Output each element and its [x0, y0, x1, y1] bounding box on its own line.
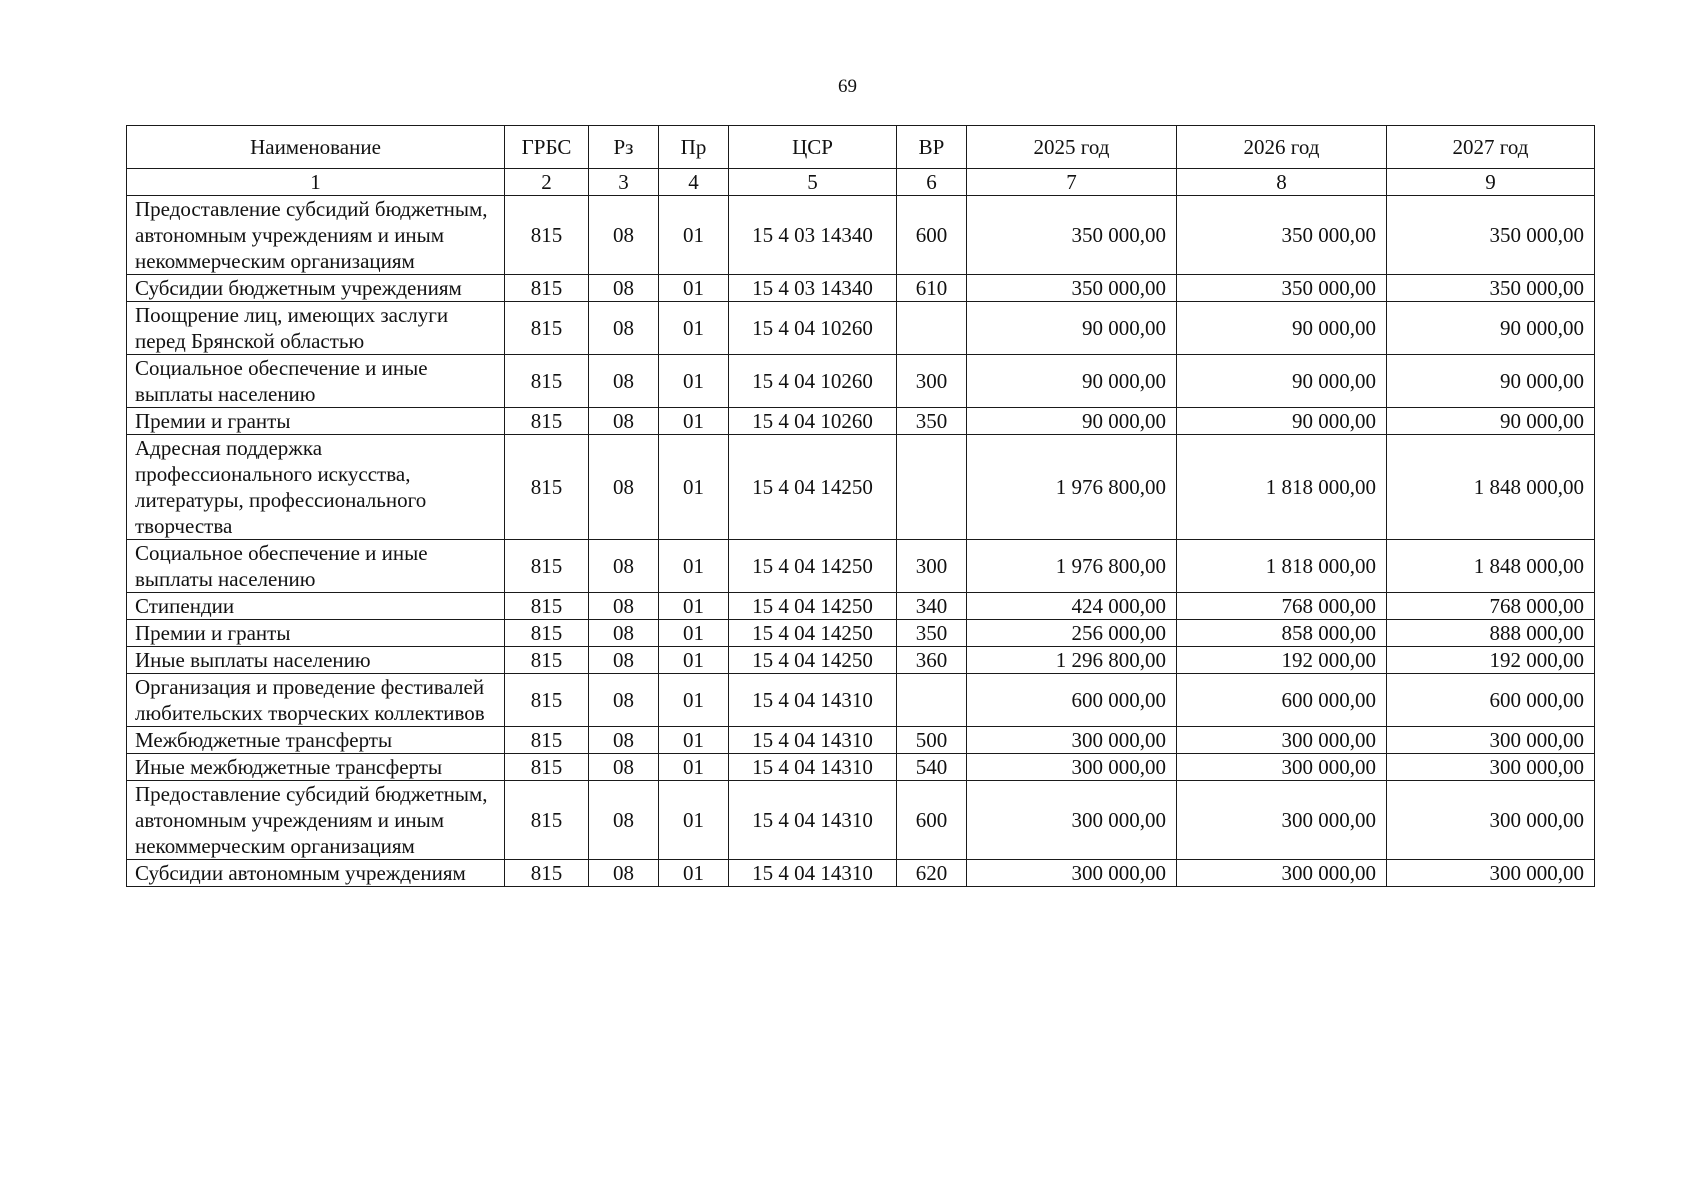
- row-pr: 01: [659, 647, 729, 674]
- row-amount-2025: 300 000,00: [967, 727, 1177, 754]
- row-rz: 08: [589, 620, 659, 647]
- row-grbs: 815: [505, 727, 589, 754]
- row-name: Субсидии автономным учреждениям: [127, 860, 505, 887]
- row-amount-2025: 90 000,00: [967, 355, 1177, 408]
- row-grbs: 815: [505, 781, 589, 860]
- row-pr: 01: [659, 275, 729, 302]
- row-rz: 08: [589, 647, 659, 674]
- row-grbs: 815: [505, 754, 589, 781]
- row-amount-2025: 350 000,00: [967, 275, 1177, 302]
- row-pr: 01: [659, 540, 729, 593]
- row-vr: 360: [897, 647, 967, 674]
- table-header: [127, 126, 1595, 196]
- row-pr: 01: [659, 355, 729, 408]
- row-csr: 15 4 04 14250: [729, 540, 897, 593]
- row-amount-2026: 90 000,00: [1177, 302, 1387, 355]
- row-grbs: 815: [505, 196, 589, 275]
- header-grbs: ГРБС: [505, 126, 589, 169]
- row-csr: 15 4 04 10260: [729, 302, 897, 355]
- budget-table: [126, 125, 1595, 887]
- column-number: 3: [589, 169, 659, 196]
- row-grbs: 815: [505, 647, 589, 674]
- column-number: 5: [729, 169, 897, 196]
- row-amount-2025: 300 000,00: [967, 754, 1177, 781]
- row-amount-2027: 300 000,00: [1387, 727, 1595, 754]
- row-name: Премии и гранты: [127, 408, 505, 435]
- row-rz: 08: [589, 196, 659, 275]
- row-amount-2027: 350 000,00: [1387, 196, 1595, 275]
- row-amount-2026: 768 000,00: [1177, 593, 1387, 620]
- row-grbs: 815: [505, 860, 589, 887]
- row-amount-2026: 1 818 000,00: [1177, 435, 1387, 540]
- header-2026: 2026 год: [1177, 126, 1387, 169]
- table-row: [127, 647, 1595, 674]
- row-rz: 08: [589, 860, 659, 887]
- row-pr: 01: [659, 593, 729, 620]
- table-row: [127, 355, 1595, 408]
- row-vr: [897, 302, 967, 355]
- table-row: [127, 435, 1595, 540]
- row-name: Социальное обеспечение и иные выплаты населению: [127, 540, 505, 593]
- table-row: [127, 674, 1595, 727]
- row-amount-2027: 300 000,00: [1387, 860, 1595, 887]
- row-name: Стипендии: [127, 593, 505, 620]
- row-csr: 15 4 03 14340: [729, 196, 897, 275]
- column-number: 2: [505, 169, 589, 196]
- row-amount-2026: 350 000,00: [1177, 275, 1387, 302]
- row-csr: 15 4 04 14250: [729, 620, 897, 647]
- row-vr: 600: [897, 781, 967, 860]
- row-amount-2026: 858 000,00: [1177, 620, 1387, 647]
- row-grbs: 815: [505, 620, 589, 647]
- header-pr: Пр: [659, 126, 729, 169]
- row-vr: 600: [897, 196, 967, 275]
- row-name: Адресная поддержка профессионального искусства, литературы, профессионального творчества: [127, 435, 505, 540]
- row-grbs: 815: [505, 435, 589, 540]
- row-rz: 08: [589, 727, 659, 754]
- header-rz: Рз: [589, 126, 659, 169]
- row-rz: 08: [589, 275, 659, 302]
- row-grbs: 815: [505, 540, 589, 593]
- row-name: Предоставление субсидий бюджетным, автономным учреждениям и иным некоммерческим организациям: [127, 781, 505, 860]
- row-amount-2026: 90 000,00: [1177, 408, 1387, 435]
- row-amount-2025: 1 296 800,00: [967, 647, 1177, 674]
- row-name: Предоставление субсидий бюджетным, автономным учреждениям и иным некоммерческим организациям: [127, 196, 505, 275]
- row-vr: 500: [897, 727, 967, 754]
- row-vr: 610: [897, 275, 967, 302]
- row-amount-2026: 600 000,00: [1177, 674, 1387, 727]
- table-row: [127, 540, 1595, 593]
- row-amount-2025: 300 000,00: [967, 781, 1177, 860]
- table-body: [127, 196, 1595, 887]
- row-pr: 01: [659, 408, 729, 435]
- row-amount-2025: 90 000,00: [967, 302, 1177, 355]
- row-csr: 15 4 04 14310: [729, 781, 897, 860]
- row-amount-2027: 90 000,00: [1387, 408, 1595, 435]
- row-pr: 01: [659, 302, 729, 355]
- row-name: Премии и гранты: [127, 620, 505, 647]
- table-row: [127, 727, 1595, 754]
- row-csr: 15 4 04 14250: [729, 435, 897, 540]
- row-amount-2026: 90 000,00: [1177, 355, 1387, 408]
- row-vr: 350: [897, 620, 967, 647]
- table-row: [127, 408, 1595, 435]
- table-row: [127, 620, 1595, 647]
- column-number: 8: [1177, 169, 1387, 196]
- row-grbs: 815: [505, 674, 589, 727]
- header-row: [127, 126, 1595, 169]
- row-amount-2027: 1 848 000,00: [1387, 435, 1595, 540]
- column-number-row: [127, 169, 1595, 196]
- row-rz: 08: [589, 593, 659, 620]
- column-number: 4: [659, 169, 729, 196]
- row-rz: 08: [589, 754, 659, 781]
- row-pr: 01: [659, 435, 729, 540]
- row-csr: 15 4 03 14340: [729, 275, 897, 302]
- row-amount-2027: 768 000,00: [1387, 593, 1595, 620]
- row-csr: 15 4 04 14250: [729, 593, 897, 620]
- table-row: [127, 275, 1595, 302]
- row-vr: 620: [897, 860, 967, 887]
- row-amount-2025: 300 000,00: [967, 860, 1177, 887]
- row-vr: 350: [897, 408, 967, 435]
- row-amount-2025: 1 976 800,00: [967, 540, 1177, 593]
- row-grbs: 815: [505, 408, 589, 435]
- table-row: [127, 754, 1595, 781]
- row-grbs: 815: [505, 355, 589, 408]
- row-amount-2027: 1 848 000,00: [1387, 540, 1595, 593]
- column-number: 7: [967, 169, 1177, 196]
- row-rz: 08: [589, 302, 659, 355]
- row-vr: 340: [897, 593, 967, 620]
- row-name: Социальное обеспечение и иные выплаты населению: [127, 355, 505, 408]
- row-amount-2027: 600 000,00: [1387, 674, 1595, 727]
- row-name: Субсидии бюджетным учреждениям: [127, 275, 505, 302]
- row-csr: 15 4 04 14310: [729, 727, 897, 754]
- row-pr: 01: [659, 620, 729, 647]
- header-2025: 2025 год: [967, 126, 1177, 169]
- column-number: 1: [127, 169, 505, 196]
- row-grbs: 815: [505, 593, 589, 620]
- row-amount-2025: 424 000,00: [967, 593, 1177, 620]
- row-name: Межбюджетные трансферты: [127, 727, 505, 754]
- row-vr: 540: [897, 754, 967, 781]
- table-row: [127, 196, 1595, 275]
- header-vr: ВР: [897, 126, 967, 169]
- row-amount-2027: 300 000,00: [1387, 781, 1595, 860]
- row-rz: 08: [589, 781, 659, 860]
- row-amount-2026: 1 818 000,00: [1177, 540, 1387, 593]
- table-row: [127, 781, 1595, 860]
- row-rz: 08: [589, 435, 659, 540]
- row-csr: 15 4 04 14310: [729, 860, 897, 887]
- row-amount-2026: 300 000,00: [1177, 727, 1387, 754]
- row-amount-2027: 192 000,00: [1387, 647, 1595, 674]
- row-amount-2027: 888 000,00: [1387, 620, 1595, 647]
- row-vr: 300: [897, 355, 967, 408]
- row-amount-2025: 600 000,00: [967, 674, 1177, 727]
- row-pr: 01: [659, 781, 729, 860]
- row-rz: 08: [589, 540, 659, 593]
- row-name: Поощрение лиц, имеющих заслуги перед Брянской областью: [127, 302, 505, 355]
- row-amount-2026: 350 000,00: [1177, 196, 1387, 275]
- row-rz: 08: [589, 674, 659, 727]
- header-2027: 2027 год: [1387, 126, 1595, 169]
- row-amount-2025: 256 000,00: [967, 620, 1177, 647]
- row-rz: 08: [589, 355, 659, 408]
- row-vr: [897, 435, 967, 540]
- header-name: Наименование: [127, 126, 505, 169]
- row-amount-2026: 300 000,00: [1177, 754, 1387, 781]
- header-csr: ЦСР: [729, 126, 897, 169]
- row-csr: 15 4 04 10260: [729, 408, 897, 435]
- row-pr: 01: [659, 196, 729, 275]
- row-csr: 15 4 04 14310: [729, 674, 897, 727]
- row-amount-2026: 192 000,00: [1177, 647, 1387, 674]
- row-pr: 01: [659, 727, 729, 754]
- row-amount-2025: 350 000,00: [967, 196, 1177, 275]
- row-vr: 300: [897, 540, 967, 593]
- row-pr: 01: [659, 860, 729, 887]
- row-vr: [897, 674, 967, 727]
- row-grbs: 815: [505, 302, 589, 355]
- row-amount-2026: 300 000,00: [1177, 860, 1387, 887]
- row-name: Иные выплаты населению: [127, 647, 505, 674]
- row-amount-2027: 90 000,00: [1387, 302, 1595, 355]
- row-amount-2026: 300 000,00: [1177, 781, 1387, 860]
- table-row: [127, 593, 1595, 620]
- row-amount-2025: 1 976 800,00: [967, 435, 1177, 540]
- row-pr: 01: [659, 754, 729, 781]
- row-name: Организация и проведение фестивалей любительских творческих коллективов: [127, 674, 505, 727]
- table-row: [127, 302, 1595, 355]
- row-rz: 08: [589, 408, 659, 435]
- table-row: [127, 860, 1595, 887]
- page-number: 69: [838, 76, 857, 97]
- row-amount-2027: 350 000,00: [1387, 275, 1595, 302]
- column-number: 6: [897, 169, 967, 196]
- row-csr: 15 4 04 14250: [729, 647, 897, 674]
- row-amount-2025: 90 000,00: [967, 408, 1177, 435]
- row-amount-2027: 90 000,00: [1387, 355, 1595, 408]
- row-grbs: 815: [505, 275, 589, 302]
- column-number: 9: [1387, 169, 1595, 196]
- row-name: Иные межбюджетные трансферты: [127, 754, 505, 781]
- row-amount-2027: 300 000,00: [1387, 754, 1595, 781]
- row-csr: 15 4 04 14310: [729, 754, 897, 781]
- row-csr: 15 4 04 10260: [729, 355, 897, 408]
- row-pr: 01: [659, 674, 729, 727]
